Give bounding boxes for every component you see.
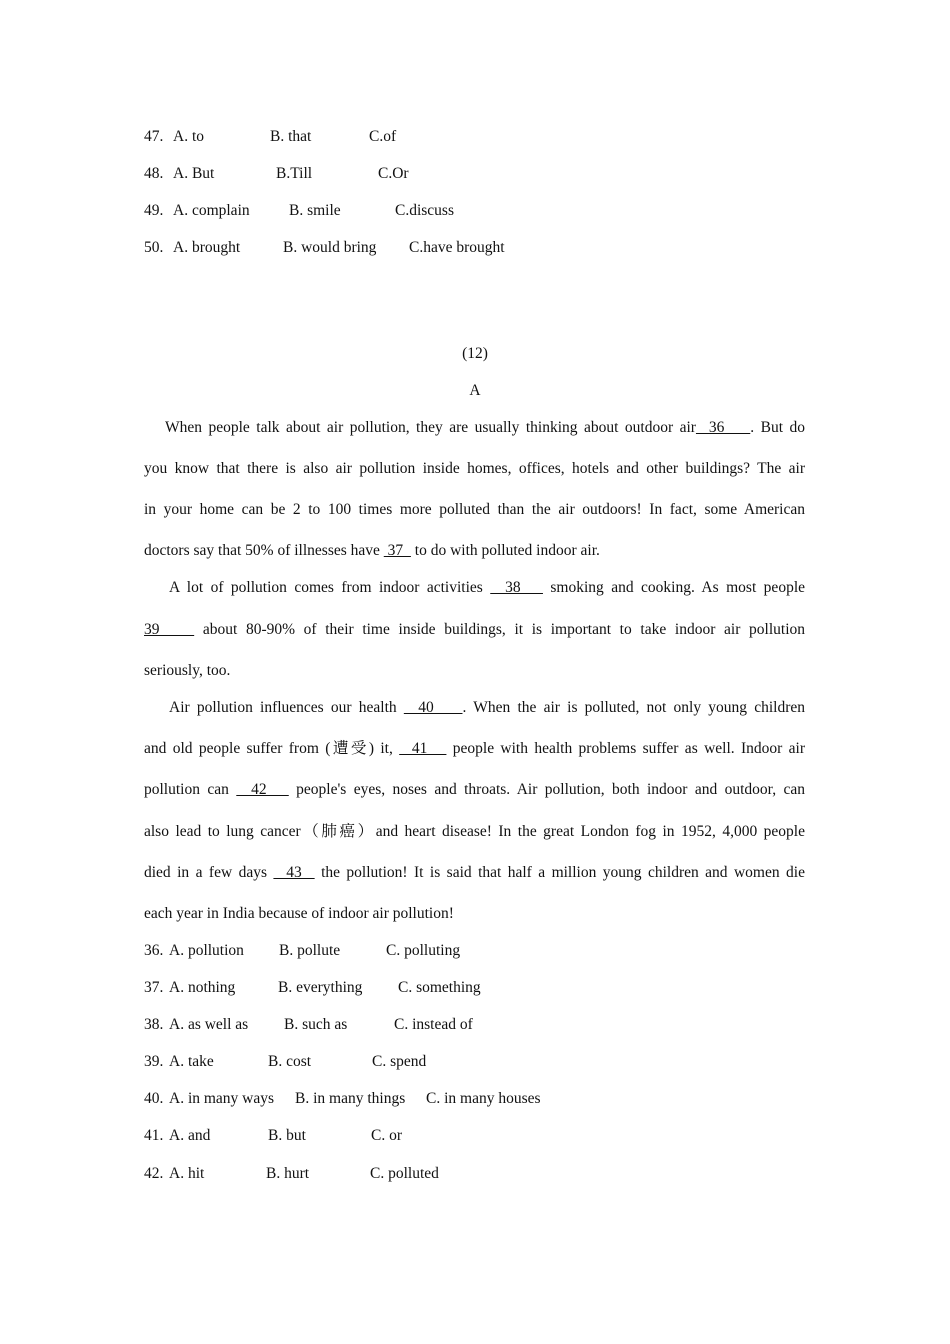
blank-42: 42 — [236, 781, 289, 798]
question-number: 41. — [144, 1127, 164, 1144]
paragraph-3-line-3: pollution can 42 people's eyes, noses and throats. Air pollution, both indoor and outdoor, can — [144, 781, 805, 798]
option-c: C. instead of — [394, 1016, 473, 1033]
blank-36: 36 — [695, 419, 751, 436]
question-38 — [144, 1015, 473, 1035]
option-c: C. in many houses — [426, 1090, 541, 1107]
option-a: A. brought — [173, 239, 241, 256]
option-c: C. polluted — [370, 1165, 439, 1182]
option-a: A. as well as — [169, 1016, 249, 1033]
question-number: 36. — [144, 942, 164, 959]
question-37 — [144, 978, 481, 998]
blank-41: 41 — [399, 740, 447, 757]
option-a: A. But — [173, 165, 215, 182]
question-number: 37. — [144, 979, 164, 996]
question-number: 48. — [144, 165, 164, 182]
option-c: C.Or — [378, 165, 409, 182]
option-c: C. polluting — [386, 942, 461, 959]
paragraph-1-line-2: you know that there is also air pollution inside homes, offices, hotels and other buildings? The air — [144, 460, 805, 477]
question-number: 40. — [144, 1090, 164, 1107]
option-c: C. spend — [372, 1053, 427, 1070]
option-a: A. nothing — [169, 979, 236, 996]
option-b: B.Till — [276, 165, 313, 182]
paragraph-1-line-3: in your home can be 2 to 100 times more polluted than the air outdoors! In fact, some American — [144, 501, 805, 518]
option-c: C.discuss — [395, 202, 454, 219]
option-c: C.have brought — [409, 239, 505, 256]
question-42 — [144, 1164, 439, 1184]
question-number: 49. — [144, 202, 164, 219]
question-50 — [144, 238, 505, 258]
paragraph-2-line-1: A lot of pollution comes from indoor activities 38 smoking and cooking. As most people — [169, 579, 805, 596]
paragraph-2-line-3: seriously, too. — [144, 662, 231, 679]
question-number: 47. — [144, 128, 164, 145]
paragraph-3-line-6: each year in India because of indoor air pollution! — [144, 905, 454, 922]
option-b: B. everything — [278, 979, 363, 996]
option-b: B. that — [270, 128, 312, 145]
option-a: A. complain — [173, 202, 250, 219]
paragraph-1-line-4: doctors say that 50% of illnesses have 37 to do with polluted indoor air. — [144, 542, 600, 559]
question-number: 38. — [144, 1016, 164, 1033]
paragraph-3-line-2: and old people suffer from (遭受) it, 41 people with health problems suffer as well. Indoor air — [144, 740, 805, 757]
option-b: B. cost — [268, 1053, 312, 1070]
question-36 — [144, 941, 461, 961]
blank-40: 40 — [403, 699, 463, 716]
section-number: (12) — [462, 345, 488, 362]
question-number: 39. — [144, 1053, 164, 1070]
question-49 — [144, 201, 454, 221]
option-a: A. in many ways — [169, 1090, 275, 1107]
option-c: C. something — [398, 979, 481, 996]
option-a: A. and — [169, 1127, 211, 1144]
option-a: A. to — [173, 128, 204, 145]
question-number: 50. — [144, 239, 164, 256]
blank-43: 43 — [273, 864, 315, 881]
blank-37: 37 — [383, 542, 411, 559]
question-40 — [144, 1089, 541, 1109]
blank-39: 39 — [144, 621, 195, 638]
option-c: C. or — [371, 1127, 402, 1144]
option-b: B. smile — [289, 202, 341, 219]
paragraph-3-line-1: Air pollution influences our health 40 . When the air is polluted, not only young children — [169, 699, 806, 716]
question-number: 42. — [144, 1165, 164, 1182]
option-c: C.of — [369, 128, 397, 145]
paragraph-2-line-2: 39 about 80-90% of their time inside buildings, it is important to take indoor air pollution — [144, 621, 806, 638]
paragraph-3-line-5: died in a few days 43 the pollution! It is said that half a million young children and women die — [144, 864, 805, 881]
paragraph-1-line-1: When people talk about air pollution, they are usually thinking about outdoor air 36 . But do — [165, 419, 805, 436]
option-b: B. in many things — [295, 1090, 406, 1107]
option-b: B. would bring — [283, 239, 377, 256]
blank-38: 38 — [490, 579, 543, 596]
question-48 — [144, 164, 409, 184]
section-letter: A — [469, 382, 481, 399]
option-a: A. take — [169, 1053, 214, 1070]
option-b: B. but — [268, 1127, 306, 1144]
question-39 — [144, 1052, 427, 1072]
option-b: B. hurt — [266, 1165, 310, 1182]
option-b: B. pollute — [279, 942, 341, 959]
option-a: A. hit — [169, 1165, 205, 1182]
question-41 — [144, 1126, 402, 1146]
question-47 — [144, 127, 397, 147]
paragraph-3-line-4: also lead to lung cancer（肺癌）and heart disease! In the great London fog in 1952, 4,000 people — [144, 823, 805, 840]
option-b: B. such as — [284, 1016, 348, 1033]
option-a: A. pollution — [169, 942, 244, 959]
